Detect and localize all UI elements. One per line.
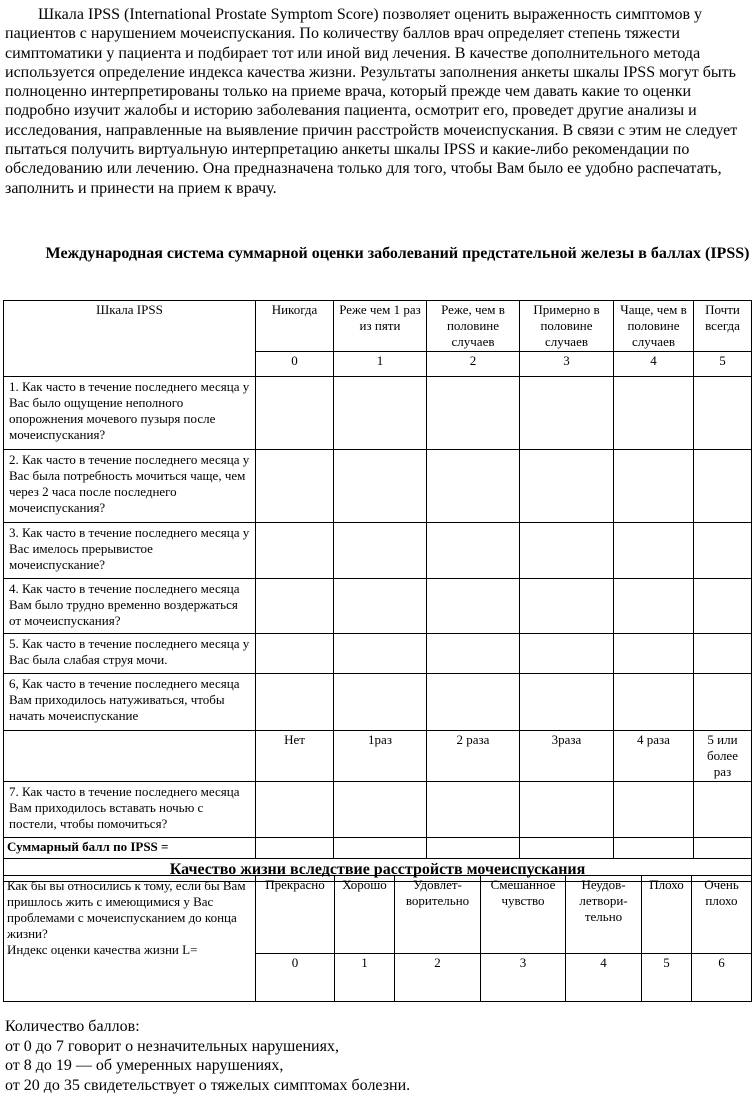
question-text: 2. Как часто в течение последнего месяца у Вас была потребность мочиться чаще, чем через 2 часа после последнего мочеиспускания?	[4, 450, 256, 523]
ipss-column-header: Никогда	[256, 301, 334, 352]
qol-column-header: Удовлет-ворительно	[395, 876, 481, 954]
question-row	[4, 377, 752, 450]
answer-cell[interactable]	[256, 782, 334, 838]
answer-cell[interactable]	[520, 523, 614, 579]
night-option: 5 или более раз	[694, 731, 752, 782]
question-text: 3. Как часто в течение последнего месяца у Вас имелось прерывистое мочеиспускание?	[4, 523, 256, 579]
score-value: 5	[694, 352, 752, 377]
answer-cell[interactable]	[256, 450, 334, 523]
answer-cell[interactable]	[614, 450, 694, 523]
score-value: 3	[520, 352, 614, 377]
qol-score: 4	[566, 954, 642, 1002]
answer-cell[interactable]	[427, 579, 520, 634]
total-cell[interactable]	[520, 838, 614, 859]
question-row	[4, 450, 752, 523]
answer-cell[interactable]	[334, 674, 427, 731]
question-text: 7. Как часто в течение последнего месяца Вам приходилось вставать ночью с постели, чтобы помочиться?	[4, 782, 256, 838]
score-interpretation	[5, 1017, 410, 1095]
answer-cell[interactable]	[694, 377, 752, 450]
answer-cell[interactable]	[427, 450, 520, 523]
qol-question-cell	[4, 876, 256, 1002]
total-cell[interactable]	[694, 838, 752, 859]
answer-cell[interactable]	[334, 782, 427, 838]
answer-cell[interactable]	[520, 579, 614, 634]
qol-score: 1	[335, 954, 395, 1002]
night-option: 4 раза	[614, 731, 694, 782]
question-row	[4, 674, 752, 731]
qol-question-text: Как бы вы относились к тому, если бы Вам пришлось жить с имеющимися у Вас проблемами с мочеиспусканием до конца жизни?	[7, 878, 246, 941]
question-text: 1. Как часто в течение последнего месяца у Вас было ощущение неполного опорожнения мочевого пузыря после мочеиспускания?	[4, 377, 256, 450]
question-text: 5. Как часто в течение последнего месяца у Вас была слабая струя мочи.	[4, 634, 256, 674]
answer-cell[interactable]	[427, 523, 520, 579]
score-value: 2	[427, 352, 520, 377]
ipss-column-header: Почти всегда	[694, 301, 752, 352]
answer-cell[interactable]	[694, 523, 752, 579]
ipss-header-row	[4, 301, 752, 352]
answer-cell[interactable]	[334, 634, 427, 674]
qol-score: 6	[692, 954, 752, 1002]
answer-cell[interactable]	[427, 634, 520, 674]
answer-cell[interactable]	[334, 579, 427, 634]
total-cell[interactable]	[427, 838, 520, 859]
answer-cell[interactable]	[256, 377, 334, 450]
answer-cell[interactable]	[614, 523, 694, 579]
answer-cell[interactable]	[694, 634, 752, 674]
total-cell[interactable]	[334, 838, 427, 859]
total-score-label: Суммарный балл по IPSS =	[4, 838, 256, 859]
night-option: 1раз	[334, 731, 427, 782]
questionnaire-title: Международная система суммарной оценки заболеваний предстательной железы в баллах (IPSS)	[45, 245, 750, 262]
answer-cell[interactable]	[256, 634, 334, 674]
answer-cell[interactable]	[520, 634, 614, 674]
answer-cell[interactable]	[694, 674, 752, 731]
qol-section-title: Качество жизни вследствие расстройств мочеиспускания	[4, 859, 752, 882]
ipss-table	[3, 300, 752, 882]
answer-cell[interactable]	[520, 450, 614, 523]
answer-cell[interactable]	[334, 523, 427, 579]
qol-header-row	[4, 876, 752, 954]
answer-cell[interactable]	[256, 579, 334, 634]
night-options-row	[4, 731, 752, 782]
qol-column-header: Очень плохо	[692, 876, 752, 954]
total-row	[4, 838, 752, 859]
interpretation-line: от 0 до 7 говорит о незначительных нарушениях,	[5, 1037, 339, 1055]
score-value: 0	[256, 352, 334, 377]
qol-column-header: Неудов-летвори-тельно	[566, 876, 642, 954]
question-text: 4. Как часто в течение последнего месяца Вам было трудно временно воздержаться от мочеиспускания?	[4, 579, 256, 634]
qol-table	[3, 875, 752, 1002]
ipss-column-header: Реже чем 1 раз из пяти	[334, 301, 427, 352]
ipss-header-label: Шкала IPSS	[4, 301, 256, 377]
question-row	[4, 579, 752, 634]
answer-cell[interactable]	[614, 579, 694, 634]
total-cell[interactable]	[256, 838, 334, 859]
ipss-column-header: Реже, чем в половине случаев	[427, 301, 520, 352]
night-option: 2 раза	[427, 731, 520, 782]
answer-cell[interactable]	[614, 674, 694, 731]
qol-score: 5	[642, 954, 692, 1002]
question-text: 6, Как часто в течение последнего месяца Вам приходилось натуживаться, чтобы начать мочеиспускание	[4, 674, 256, 731]
total-cell[interactable]	[614, 838, 694, 859]
question-row	[4, 634, 752, 674]
qol-column-header: Смешанное чувство	[481, 876, 566, 954]
answer-cell[interactable]	[694, 782, 752, 838]
score-value: 4	[614, 352, 694, 377]
answer-cell[interactable]	[520, 674, 614, 731]
question-row	[4, 523, 752, 579]
question-row	[4, 782, 752, 838]
answer-cell[interactable]	[256, 674, 334, 731]
answer-cell[interactable]	[614, 634, 694, 674]
answer-cell[interactable]	[334, 450, 427, 523]
interpretation-line: от 20 до 35 свидетельствует о тяжелых симптомах болезни.	[5, 1076, 411, 1094]
answer-cell[interactable]	[334, 377, 427, 450]
answer-cell[interactable]	[427, 377, 520, 450]
qol-column-header: Хорошо	[335, 876, 395, 954]
answer-cell[interactable]	[256, 523, 334, 579]
interpretation-heading: Количество баллов:	[5, 1018, 140, 1035]
qol-column-header: Прекрасно	[256, 876, 335, 954]
night-option: Нет	[256, 731, 334, 782]
qol-index-label: Индекс оценки качества жизни L=	[7, 942, 198, 957]
interpretation-line: от 8 до 19 — об умеренных нарушениях,	[5, 1057, 284, 1075]
answer-cell[interactable]	[694, 579, 752, 634]
score-value: 1	[334, 352, 427, 377]
answer-cell[interactable]	[694, 450, 752, 523]
qol-score: 3	[481, 954, 566, 1002]
answer-cell[interactable]	[614, 377, 694, 450]
answer-cell[interactable]	[614, 782, 694, 838]
answer-cell[interactable]	[520, 782, 614, 838]
qol-column-header: Плохо	[642, 876, 692, 954]
answer-cell[interactable]	[427, 674, 520, 731]
answer-cell[interactable]	[427, 782, 520, 838]
qol-score: 2	[395, 954, 481, 1002]
qol-score: 0	[256, 954, 335, 1002]
ipss-column-header: Примерно в половине случаев	[520, 301, 614, 352]
night-option: 3раза	[520, 731, 614, 782]
answer-cell[interactable]	[520, 377, 614, 450]
empty-cell	[4, 731, 256, 782]
ipss-column-header: Чаще, чем в половине случаев	[614, 301, 694, 352]
intro-paragraph: Шкала IPSS (International Prostate Symptom Score) позволяет оценить выраженность симптомов у пациентов с нарушением мочеиспускания. По количеству баллов врач определяет степень тяжести симптоматики у пациента и подбирает тот или иной вид лечения. В качестве дополнительного метода используется определение индекса качества жизни. Результаты заполнения анкеты шкалы IPSS могут быть полноценно интерпретированы только на приеме врача, который прежде чем давать какие то оценки подробно изучит жалобы и историю заболевания пациента, осмотрит его, проведет другие анализы и исследования, направленные на выявление причин расстройств мочеиспускания. В связи с этим не следует пытаться получить виртуальную интерпретацию анкеты шкалы IPSS и какие-либо рекомендации по обследованию или лечению. Она предназначена только для того, чтобы Вам было ее удобно распечатать, заполнить и принести на прием к врачу.	[5, 6, 738, 197]
